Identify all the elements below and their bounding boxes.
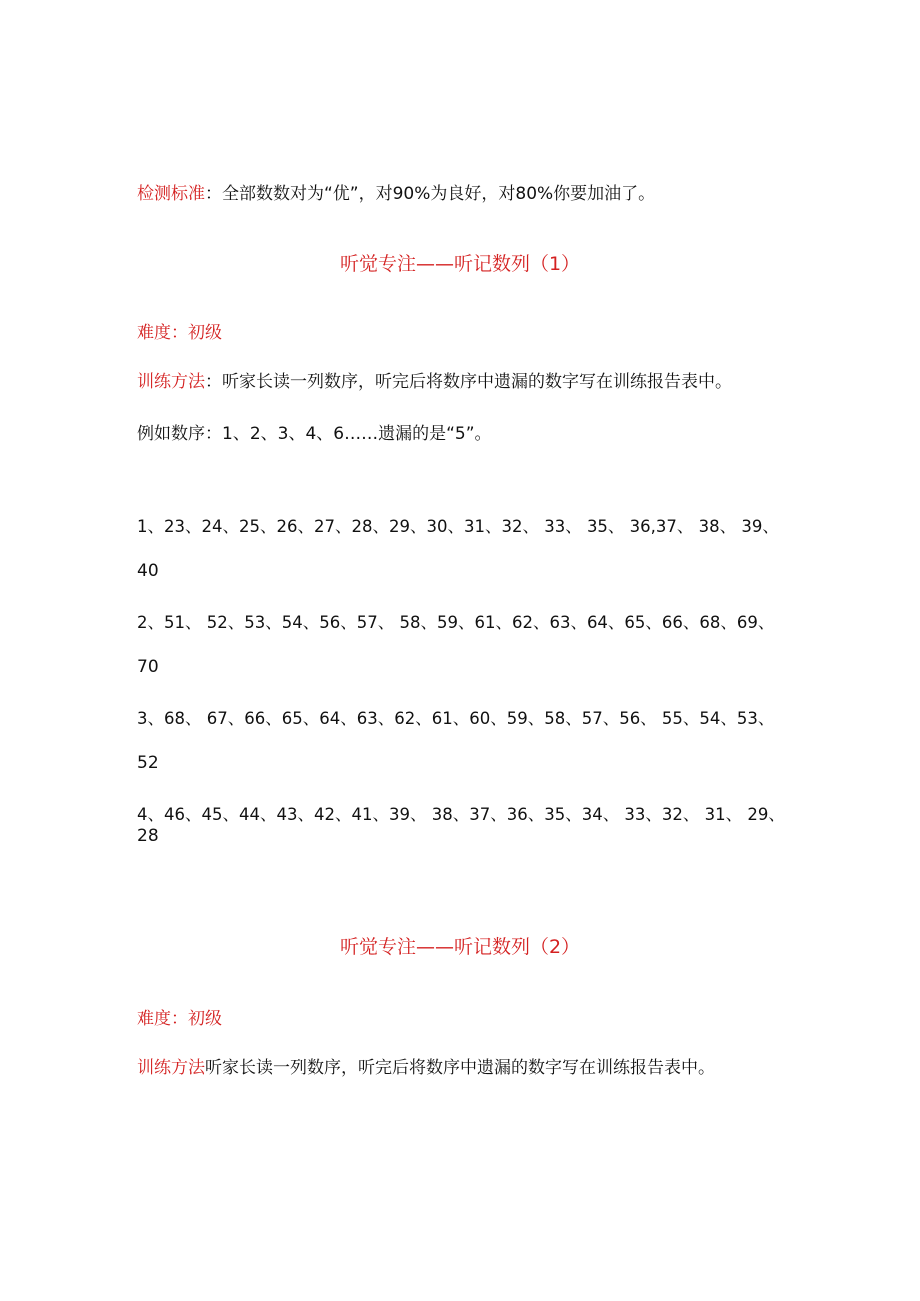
section2-method-text: 听家长读一列数序，听完后将数序中遗漏的数字写在训练报告表中。 (205, 1058, 715, 1078)
criteria-line (137, 183, 655, 205)
sequence-2: 2、51、 52、53、54、56、57、 58、59、61、62、63、64、65、66、68、69、 (137, 613, 775, 632)
sequence-1-continuation: 40 (137, 561, 159, 581)
sequence-2-continuation: 70 (137, 657, 159, 677)
sequence-3: 3、68、 67、66、65、64、63、62、61、60、59、58、57、56、 55、54、53、 (137, 709, 775, 728)
section2-title: 听觉专注——听记数列（2） (339, 936, 581, 958)
section1-method-text: ：听家长读一列数序，听完后将数序中遗漏的数字写在训练报告表中。 (205, 372, 732, 392)
section1-method-label: 训练方法 (137, 372, 205, 392)
criteria-text: ：全部数数对为“优”，对90%为良好，对80%你要加油了。 (205, 184, 656, 204)
sequence-1: 1、23、24、25、26、27、28、29、30、31、32、 33、 35、 36,37、 38、 39、 (137, 517, 779, 536)
section1-title: 听觉专注——听记数列（1） (339, 253, 581, 275)
section1-method-line (137, 371, 732, 393)
sequence-4: 4、46、45、44、43、42、41、39、 38、37、36、35、34、 33、32、 31、 29、 (137, 805, 785, 824)
section2-difficulty: 难度：初级 (137, 1009, 222, 1029)
criteria-label: 检测标准 (137, 184, 205, 204)
sequence-3-continuation: 52 (137, 753, 159, 773)
section1-example: 例如数序：1、2、3、4、6……遗漏的是“5”。 (137, 424, 492, 444)
section2-method-label: 训练方法 (137, 1058, 205, 1078)
sequence-4-continuation: 28 (137, 826, 159, 846)
section1-difficulty: 难度：初级 (137, 323, 222, 343)
section2-method-line (137, 1057, 715, 1079)
